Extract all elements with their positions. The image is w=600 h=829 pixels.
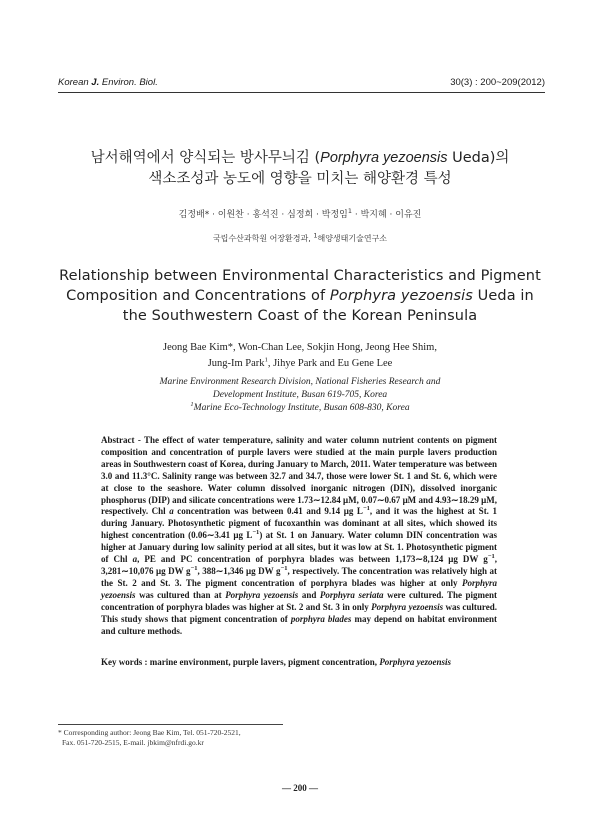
english-affiliation-line-2: Development Institute, Busan 619-705, Korea — [212, 390, 388, 400]
english-affiliation-line-3: $^1$Marine Eco-Technology Institute, Busan 608-830, Korea — [190, 400, 410, 413]
page-number: — 200 — — [282, 783, 318, 793]
running-header — [58, 73, 545, 91]
korean-title-line-1: 남서해역에서 양식되는 방사무늬김 (Porphyra yezoensis Ueda)의 — [90, 150, 510, 166]
footnote-rule — [58, 724, 283, 725]
korean-title-line-2: 색소조성과 농도에 영향을 미치는 해양환경 특성 — [148, 171, 452, 187]
english-authors-line-2: Jung-Im Park$^1$, Jihye Park and Eu Gene Lee — [207, 356, 393, 369]
english-title-line-3: the Southwestern Coast of the Korean Peninsula — [122, 308, 478, 324]
english-authors-line-1: Jeong Bae Kim*, Won-Chan Lee, Sokjin Hong, Jeong Hee Shim, — [163, 342, 437, 353]
english-affiliation-line-1: Marine Environment Research Division, National Fisheries Research and — [159, 377, 441, 387]
korean-authors: 김정배* · 이원찬 · 홍석진 · 심정희 · 박정임$^1$ · 박지혜 · 이유진 — [178, 207, 422, 220]
journal-name: Korean J. Environ. Biol. — [58, 77, 158, 88]
header-rule — [58, 92, 545, 93]
english-title-line-1: Relationship between Environmental Characteristics and Pigment — [59, 268, 541, 284]
abstract: Abstract - The effect of water temperature, salinity and water column nutrient contents on pigment composition and concentration of purple lavers were studied at the main purple lavers production areas in Southwestern coast of Korea, during January to March, 2011. Water temperature was between 3.0 and 11.3°C. Salinity range was between 32.7 and 34.7, those were lower St. 1 and St. 6, which were at close to the seashore. Water column dissolved inorganic nitrogen (DIN), dissolved inorganic phosphorus (DIP) and silicate concentrations were 1.73∼12.84 μM, 0.07∼0.67 μM and 4.93∼18.29 μM, respectively. Chl a concentration was between 0.41 and 9.14 μg $L^{-1}$, and it was the highest at St. 1 during January. Photosynthetic pigment of fucoxanthin was dominant at all sites, which showed its highest concentration (0.06∼3.41 μg $L^{-1}$) at St. 1 on January. Water column DIN concentration was higher at January during low salinity period at all sites, but it was low at St. 1. Photosynthetic pigment of Chl a, PE and PC concentration of porphyra blades was between 1,173∼8,124 μg DW $g^{-1}$, 3,281∼10,076 μg DW $g^{-1}$, 388∼1,346 μg DW $g^{-1}$, respectively. The concentration was relatively high at the St. 2 and St. 3. The pigment concentration of porphyra blades was higher at only Porphyra yezoensis was cultured than at Porphyra yezoensis and Porphyra seriata were cultured. The pigment concentration of porphyra blades was higher at St. 2 and St. 3 in only Porphyra yezoensis was cultured. This study shows that pigment concentration of porphyra blades may depend on habitat environment and culture methods. — [101, 435, 498, 636]
issue-info: 30(3) : 200~209(2012) — [450, 77, 545, 88]
english-title-line-2: Composition and Concentrations of Porphyra yezoensis Ueda in — [66, 288, 534, 304]
korean-affiliation: 국립수산과학원 어장환경과, $^1$해양생태기술연구소 — [212, 231, 388, 243]
corresponding-author-footnote: * Corresponding author: Jeong Bae Kim, Tel. 051-720-2521, Fax. 051-720-2515, E-mail. jbkim@nfrdi.go.kr — [58, 728, 241, 747]
keywords: Key words : marine environment, purple lavers, pigment concentration, Porphyra yezoensis — [101, 657, 452, 667]
